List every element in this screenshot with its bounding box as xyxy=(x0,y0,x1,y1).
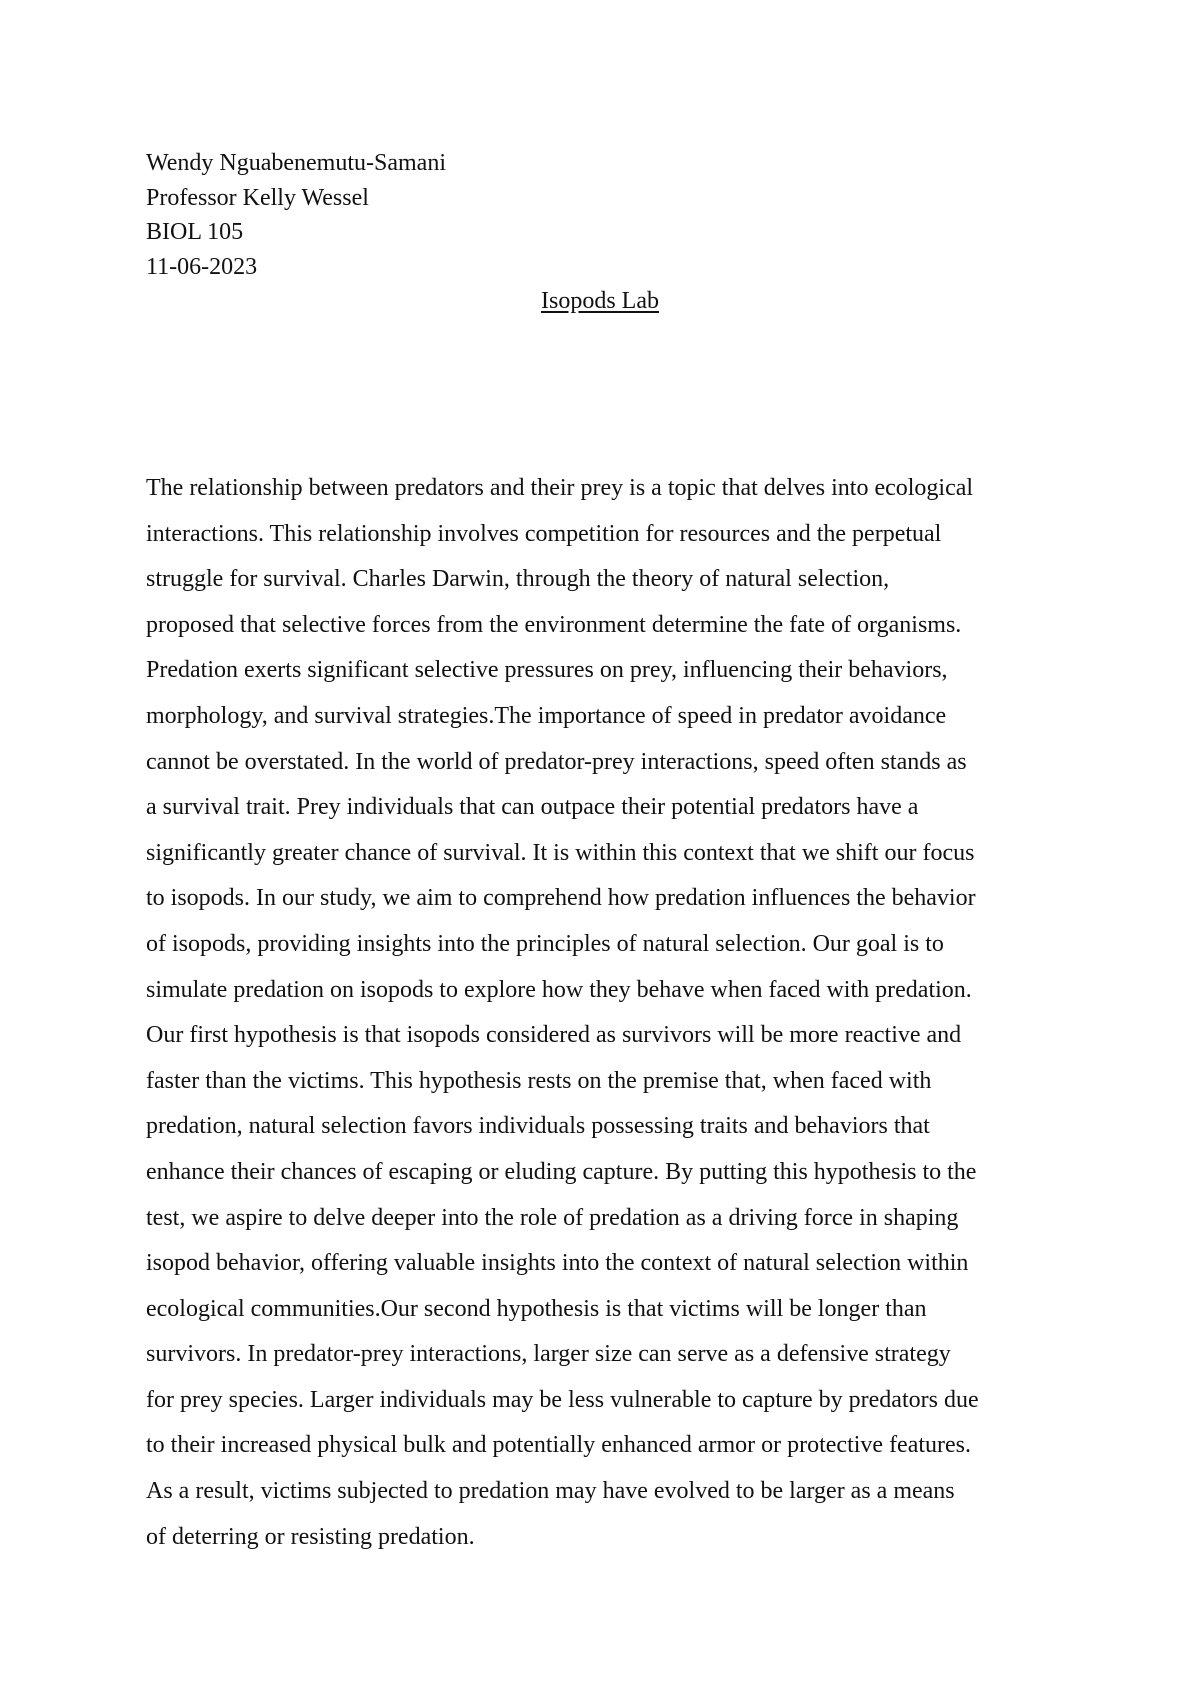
paragraph-line: enhance their chances of escaping or eluding capture. By putting this hypothesis to the xyxy=(146,1158,977,1185)
paragraph-line: faster than the victims. This hypothesis rests on the premise that, when faced with xyxy=(146,1067,932,1094)
paragraph-line: a survival trait. Prey individuals that can outpace their potential predators have a xyxy=(146,794,919,821)
paragraph-line: of isopods, providing insights into the principles of natural selection. Our goal is to xyxy=(146,930,944,957)
student-name: Wendy Nguabenemutu-Samani xyxy=(146,150,446,176)
paragraph-line: interactions. This relationship involves competition for resources and the perpetual xyxy=(146,520,942,547)
document-title: Isopods Lab xyxy=(541,288,659,314)
header-block xyxy=(146,146,1046,284)
document-date: 11-06-2023 xyxy=(146,253,258,280)
course-code: BIOL 105 xyxy=(146,219,244,245)
paragraph-line: The relationship between predators and their prey is a topic that delves into ecological xyxy=(146,475,974,501)
paragraph-line: struggle for survival. Charles Darwin, through the theory of natural selection, xyxy=(146,566,890,593)
paragraph-line: ecological communities.Our second hypothesis is that victims will be longer than xyxy=(146,1295,927,1322)
paragraph-line: Predation exerts significant selective pressures on prey, influencing their behaviors, xyxy=(146,657,948,684)
paragraph-line: to their increased physical bulk and potentially enhanced armor or protective features. xyxy=(146,1432,972,1459)
paragraph-line: isopod behavior, offering valuable insights into the context of natural selection within xyxy=(146,1250,969,1277)
paragraph-line: for prey species. Larger individuals may be less vulnerable to capture by predators due xyxy=(146,1386,979,1413)
paragraph-line: to isopods. In our study, we aim to comprehend how predation influences the behavior xyxy=(146,885,976,912)
body-paragraph xyxy=(146,466,1064,1560)
paragraph-line: As a result, victims subjected to predation may have evolved to be larger as a means xyxy=(146,1478,955,1505)
paragraph-line: proposed that selective forces from the environment determine the fate of organisms. xyxy=(146,611,962,638)
paragraph-line: test, we aspire to delve deeper into the role of predation as a driving force in shaping xyxy=(146,1204,959,1231)
paragraph-line: Our first hypothesis is that isopods considered as survivors will be more reactive and xyxy=(146,1022,962,1049)
paragraph-line: survivors. In predator-prey interactions, larger size can serve as a defensive strategy xyxy=(146,1341,951,1368)
paragraph-line: morphology, and survival strategies.The importance of speed in predator avoidance xyxy=(146,702,947,729)
paragraph-line: significantly greater chance of survival. It is within this context that we shift our focus xyxy=(146,839,975,866)
paragraph-line: cannot be overstated. In the world of predator-prey interactions, speed often stands as xyxy=(146,748,967,775)
professor-name: Professor Kelly Wessel xyxy=(146,184,369,211)
paragraph-line: of deterring or resisting predation. xyxy=(146,1523,475,1550)
paragraph-line: predation, natural selection favors individuals possessing traits and behaviors that xyxy=(146,1113,930,1140)
paragraph-line: simulate predation on isopods to explore how they behave when faced with predation. xyxy=(146,976,972,1003)
